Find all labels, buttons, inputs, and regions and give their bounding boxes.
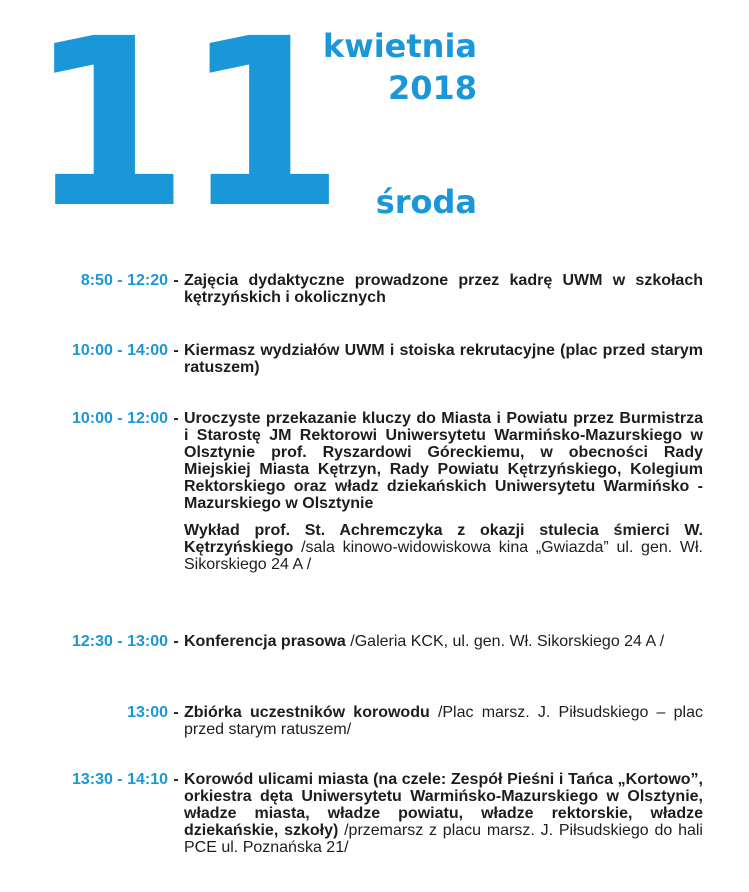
separator-dash: - xyxy=(173,272,179,289)
schedule-item xyxy=(20,704,703,738)
event-location: /sala kinowo-widowiskowa kina „Gwiazda” ul. gen. Wł. Sikorskiego 24 A / xyxy=(184,539,703,573)
description-paragraph xyxy=(184,522,703,573)
schedule-time: 10:00 - 12:00 xyxy=(71,410,168,427)
separator-dash: - xyxy=(173,342,179,359)
event-title: Zajęcia dydaktyczne prowadzone przez kadrę UWM w szkołach kętrzyńskich i okolicznych xyxy=(184,272,703,306)
year-label: 2018 xyxy=(387,69,477,107)
event-location: /przemarsz z placu marsz. J. Piłsudskiego do hali PCE ul. Poznańska 21/ xyxy=(184,822,703,856)
schedule-item xyxy=(20,633,703,650)
schedule-time: 12:30 - 13:00 xyxy=(71,633,168,650)
schedule-item xyxy=(20,410,703,573)
description-paragraph xyxy=(184,633,703,650)
schedule-time: 8:50 - 12:20 xyxy=(80,272,168,289)
event-title: Uroczyste przekazanie kluczy do Miasta i Powiatu przez Burmistrza i Starostę JM Rektorowi Uniwersytetu Warmińsko-Mazurskiego w Olsztynie prof. Ryszardowi Góreckiemu, w obecności Rady Miejskiej Miasta Kętrzyn, Rady Powiatu Kętrzyńskiego, Kolegium Rektorskiego oraz władz dziekańskich Uniwersytetu Warmińsko -Mazurskiego w Olsztynie xyxy=(184,410,703,512)
event-location: /Galeria KCK, ul. gen. Wł. Sikorskiego 24 A / xyxy=(345,633,665,650)
schedule-time: 10:00 - 14:00 xyxy=(71,342,168,359)
description-paragraph xyxy=(184,342,703,376)
schedule-time: 13:00 xyxy=(127,704,168,721)
schedule-description xyxy=(184,704,703,738)
schedule-description xyxy=(184,272,703,306)
month-label: kwietnia xyxy=(322,27,477,65)
separator-dash: - xyxy=(173,771,179,788)
schedule-description xyxy=(184,410,703,573)
separator-dash: - xyxy=(173,704,179,721)
event-title: Korowód ulicami miasta (na czele: Zespół Pieśni i Tańca „Kortowo”, orkiestra dęta Uniwersytetu Warmińsko-Mazurskiego w Olsztynie, władze miasta, władze powiatu, władze rektorskie, władze dziekańskie, szkoły) xyxy=(184,771,703,839)
event-location: /Plac marsz. J. Piłsudskiego – plac przed starym ratuszem/ xyxy=(184,704,704,738)
schedule-time: 13:30 - 14:10 xyxy=(71,771,168,788)
description-paragraph xyxy=(184,704,703,738)
separator-dash: - xyxy=(173,410,179,427)
schedule-item xyxy=(20,771,703,856)
schedule-description xyxy=(184,633,703,650)
schedule-description xyxy=(184,342,703,376)
event-title: Konferencja prasowa xyxy=(184,633,346,650)
day-number: 11 xyxy=(28,0,339,259)
schedule-item xyxy=(20,272,703,306)
event-title: Wykład prof. St. Achremczyka z okazji stulecia śmierci W. Kętrzyńskiego xyxy=(184,522,703,556)
weekday-label: środa xyxy=(375,183,477,221)
event-title: Zbiórka uczestników korowodu xyxy=(184,704,430,721)
description-paragraph xyxy=(184,272,703,306)
separator-dash: - xyxy=(173,633,179,650)
event-title: Kiermasz wydziałów UWM i stoiska rekrutacyjne (plac przed starym ratuszem) xyxy=(184,342,703,376)
description-paragraph xyxy=(184,410,703,512)
schedule-description xyxy=(184,771,703,856)
description-paragraph xyxy=(184,771,703,856)
schedule-item xyxy=(20,342,703,376)
